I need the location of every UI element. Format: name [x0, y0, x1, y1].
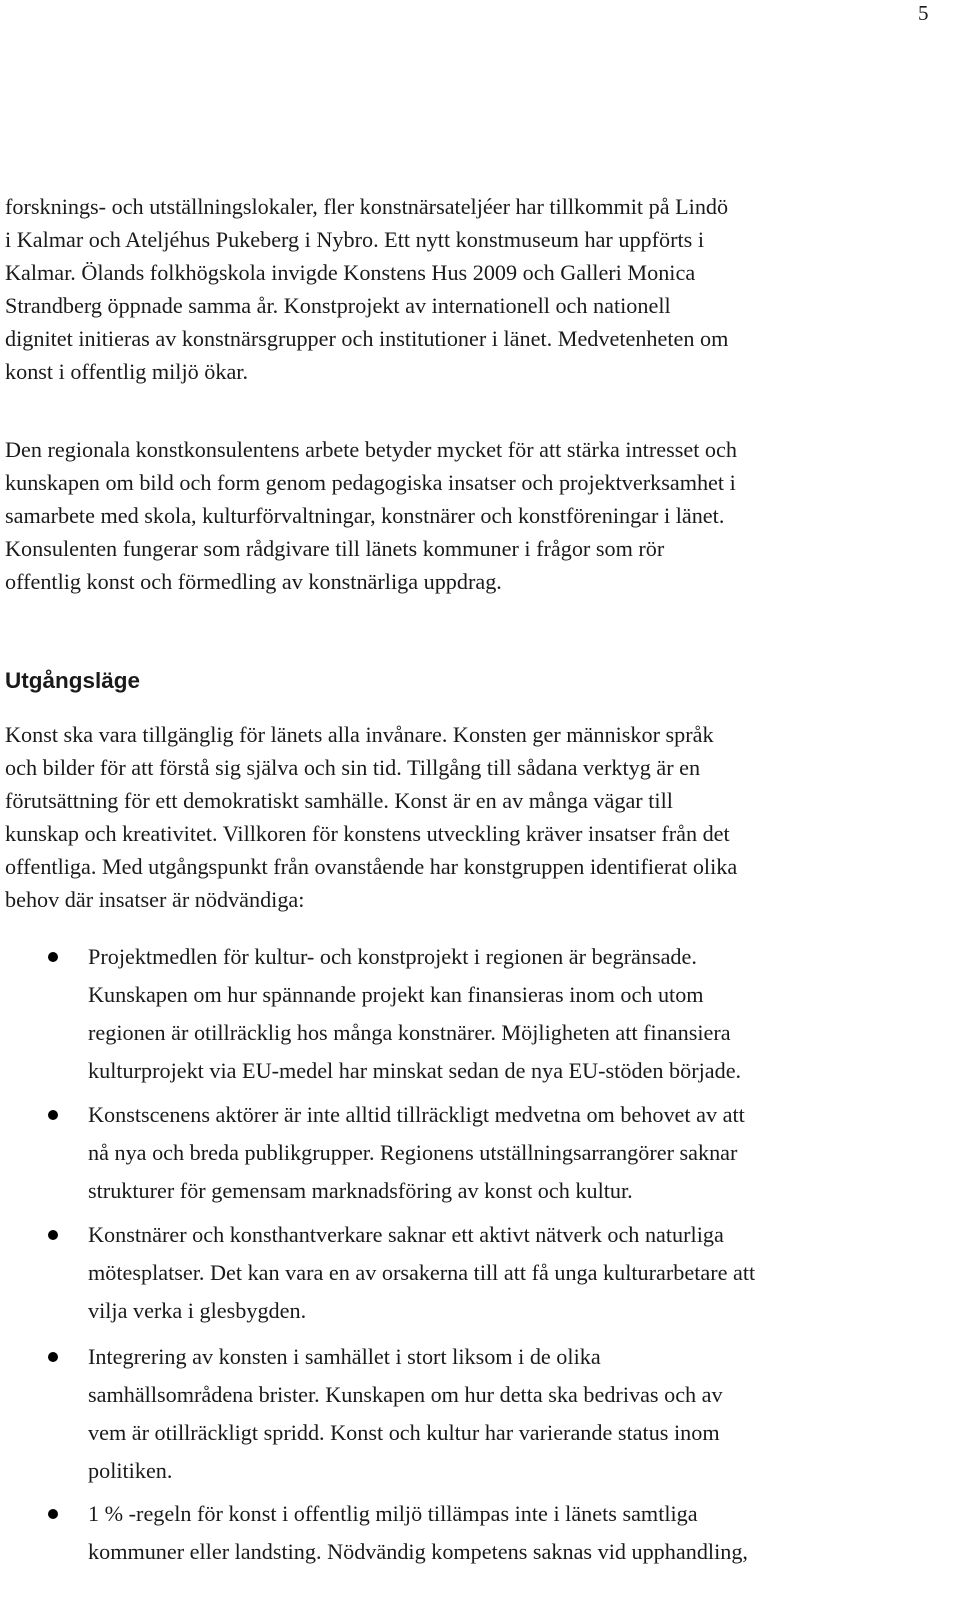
text-line: vilja verka i glesbygden.	[88, 1298, 307, 1323]
bullet-icon	[48, 1230, 58, 1240]
text-line: Kalmar. Ölands folkhögskola invigde Konstens Hus 2009 och Galleri Monica	[5, 260, 696, 285]
list-item	[88, 1495, 948, 1571]
bullet-icon	[48, 1110, 58, 1120]
section-heading: Utgångsläge	[5, 668, 141, 693]
list-item	[88, 938, 948, 1090]
text-line: förutsättning för ett demokratiskt samhälle. Konst är en av många vägar till	[5, 788, 673, 813]
text-line: Konstnärer och konsthantverkare saknar ett aktivt nätverk och naturliga	[88, 1222, 724, 1247]
list-item	[88, 1216, 948, 1330]
text-line: behov där insatser är nödvändiga:	[5, 887, 305, 912]
text-line: offentlig konst och förmedling av konstnärliga uppdrag.	[5, 569, 502, 594]
text-line: samhällsområdena brister. Kunskapen om hur detta ska bedrivas och av	[88, 1382, 723, 1407]
text-line: Integrering av konsten i samhället i stort liksom i de olika	[88, 1344, 601, 1369]
text-line: nå nya och breda publikgrupper. Regionens utställningsarrangörer saknar	[88, 1140, 738, 1165]
text-line: strukturer för gemensam marknadsföring av konst och kultur.	[88, 1178, 633, 1203]
text-line: regionen är otillräcklig hos många konstnärer. Möjligheten att finansiera	[88, 1020, 731, 1045]
text-line: samarbete med skola, kulturförvaltningar, konstnärer och konstföreningar i länet.	[5, 503, 725, 528]
text-line: Projektmedlen för kultur- och konstprojekt i regionen är begränsade.	[88, 944, 697, 969]
text-line: Kunskapen om hur spännande projekt kan finansieras inom och utom	[88, 982, 704, 1007]
text-line: offentliga. Med utgångspunkt från ovanstående har konstgruppen identifierat olika	[5, 854, 738, 879]
text-line: Den regionala konstkonsulentens arbete betyder mycket för att stärka intresset och	[5, 437, 737, 462]
text-line: kommuner eller landsting. Nödvändig kompetens saknas vid upphandling,	[88, 1539, 748, 1564]
text-line: och bilder för att förstå sig själva och sin tid. Tillgång till sådana verktyg är en	[5, 755, 701, 780]
text-line: konst i offentlig miljö ökar.	[5, 359, 249, 384]
text-line: kunskap och kreativitet. Villkoren för konstens utveckling kräver insatser från det	[5, 821, 730, 846]
text-line: mötesplatser. Det kan vara en av orsakerna till att få unga kulturarbetare att	[88, 1260, 756, 1285]
text-line: forsknings- och utställningslokaler, fler konstnärsateljéer har tillkommit på Lindö	[5, 194, 729, 219]
list-item	[88, 1096, 948, 1210]
text-line: dignitet initieras av konstnärsgrupper och institutioner i länet. Medvetenheten om	[5, 326, 729, 351]
text-line: Konstscenens aktörer är inte alltid tillräckligt medvetna om behovet av att	[88, 1102, 745, 1127]
text-line: kulturprojekt via EU-medel har minskat sedan de nya EU-stöden började.	[88, 1058, 742, 1083]
bullet-icon	[48, 1352, 58, 1362]
bullet-icon	[48, 952, 58, 962]
text-line: Strandberg öppnade samma år. Konstprojekt av internationell och nationell	[5, 293, 671, 318]
list-item	[88, 1338, 948, 1490]
bullet-icon	[48, 1509, 58, 1519]
text-line: Konsulenten fungerar som rådgivare till länets kommuner i frågor som rör	[5, 536, 665, 561]
text-line: i Kalmar och Ateljéhus Pukeberg i Nybro. Ett nytt konstmuseum har uppförts i	[5, 227, 705, 252]
text-line: Konst ska vara tillgänglig för länets alla invånare. Konsten ger människor språk	[5, 722, 714, 747]
text-line: kunskapen om bild och form genom pedagogiska insatser och projektverksamhet i	[5, 470, 736, 495]
paragraph-2	[5, 433, 945, 598]
page-number: 5	[918, 1, 929, 25]
paragraph-3	[5, 718, 945, 916]
text-line: vem är otillräckligt spridd. Konst och kultur har varierande status inom	[88, 1420, 720, 1445]
text-line: politiken.	[88, 1458, 173, 1483]
paragraph-1	[5, 190, 945, 388]
text-line: 1 % -regeln för konst i offentlig miljö tillämpas inte i länets samtliga	[88, 1501, 698, 1526]
